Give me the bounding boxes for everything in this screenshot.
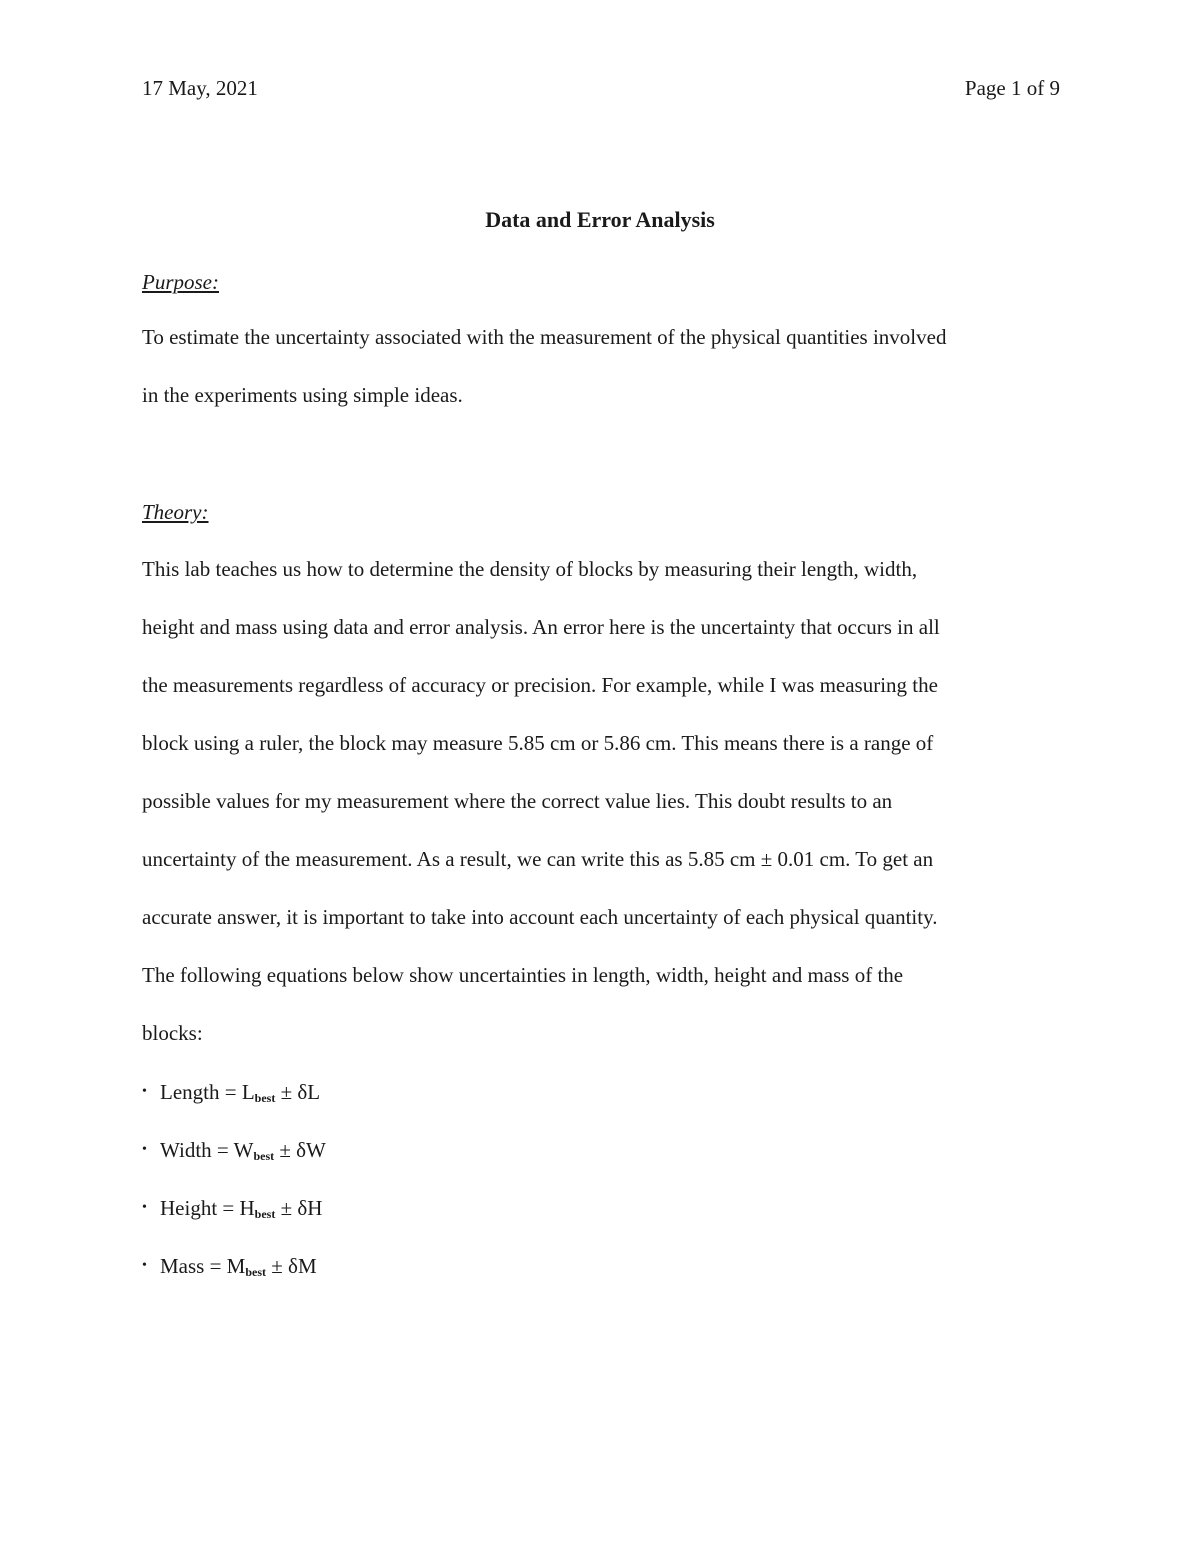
equation-label: Length = L [160,1080,255,1104]
theory-heading: Theory: [142,500,209,524]
equation-subscript: best [245,1265,267,1279]
equation-label: Height = H [160,1196,255,1220]
document-title: Data and Error Analysis [485,207,715,232]
paragraph-line: accurate answer, it is important to take into account each uncertainty of each physical quantity. [142,905,938,929]
header-page-number: Page 1 of 9 [964,76,1060,100]
header-date: 17 May, 2021 [142,76,258,100]
bullet-icon: • [142,1258,147,1273]
theory-paragraph [142,540,1062,1062]
paragraph-line: blocks: [142,1021,203,1045]
paragraph-line: height and mass using data and error analysis. An error here is the uncertainty that occurs in all [142,615,940,639]
equation-mass [142,1237,326,1295]
paragraph-line: block using a ruler, the block may measure 5.85 cm or 5.86 cm. This means there is a range of [142,731,934,755]
equation-subscript: best [254,1207,276,1221]
equation-subscript: best [253,1149,275,1163]
paragraph-line: possible values for my measurement where the correct value lies. This doubt results to an [142,789,893,813]
equation-length [142,1063,326,1121]
paragraph-line: uncertainty of the measurement. As a result, we can write this as 5.85 cm ± 0.01 cm. To get an [142,847,934,871]
equation-uncertainty: ± δW [274,1138,326,1162]
equation-label: Width = W [160,1138,254,1162]
equation-height [142,1179,326,1237]
paragraph-line: in the experiments using simple ideas. [142,383,463,407]
bullet-icon: • [142,1084,147,1099]
paragraph-line: the measurements regardless of accuracy or precision. For example, while I was measuring the [142,673,938,697]
paragraph-line: To estimate the uncertainty associated with the measurement of the physical quantities involved [142,325,947,349]
paragraph-line: The following equations below show uncertainties in length, width, height and mass of the [142,963,904,987]
purpose-paragraph [142,308,1062,424]
equation-uncertainty: ± δH [275,1196,323,1220]
bullet-icon: • [142,1142,147,1157]
equation-uncertainty: ± δM [266,1254,317,1278]
equation-subscript: best [254,1091,276,1105]
paragraph-line: This lab teaches us how to determine the density of blocks by measuring their length, width, [142,557,918,581]
equation-width [142,1121,326,1179]
purpose-heading: Purpose: [142,270,219,294]
bullet-icon: • [142,1200,147,1215]
equation-list [142,1063,326,1295]
equation-uncertainty: ± δL [275,1080,321,1104]
equation-label: Mass = M [160,1254,246,1278]
